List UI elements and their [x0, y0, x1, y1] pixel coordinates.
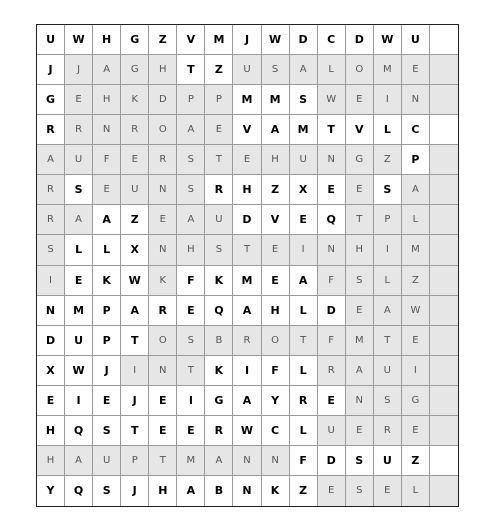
grid-cell[interactable]: R	[205, 416, 233, 446]
grid-cell[interactable]: M	[233, 85, 261, 115]
grid-cell[interactable]: R	[121, 115, 149, 145]
grid-cell[interactable]: J	[93, 356, 121, 386]
grid-cell[interactable]	[430, 356, 458, 386]
grid-cell[interactable]: K	[93, 266, 121, 296]
grid-cell[interactable]: G	[121, 25, 149, 55]
grid-cell[interactable]: J	[121, 386, 149, 416]
grid-cell[interactable]: M	[262, 85, 290, 115]
grid-cell[interactable]: K	[149, 266, 177, 296]
grid-cell[interactable]: D	[37, 326, 65, 356]
grid-cell[interactable]: T	[121, 416, 149, 446]
grid-cell[interactable]: U	[233, 55, 261, 85]
grid-cell[interactable]: S	[346, 476, 374, 506]
grid-cell[interactable]: S	[374, 386, 402, 416]
grid-cell[interactable]: P	[93, 326, 121, 356]
grid-cell[interactable]: T	[374, 326, 402, 356]
grid-cell[interactable]: V	[177, 25, 205, 55]
grid-cell[interactable]: Z	[205, 55, 233, 85]
grid-cell[interactable]: I	[177, 386, 205, 416]
grid-cell[interactable]: T	[121, 326, 149, 356]
grid-cell[interactable]: M	[346, 326, 374, 356]
grid-cell[interactable]: S	[177, 326, 205, 356]
grid-cell[interactable]: R	[318, 356, 346, 386]
grid-cell[interactable]: N	[233, 476, 261, 506]
grid-cell[interactable]: O	[262, 326, 290, 356]
grid-cell[interactable]: J	[65, 55, 93, 85]
grid-cell[interactable]: V	[233, 115, 261, 145]
grid-cell[interactable]: R	[374, 416, 402, 446]
grid-cell[interactable]: N	[318, 145, 346, 175]
grid-cell[interactable]: U	[93, 446, 121, 476]
grid-cell[interactable]: K	[205, 356, 233, 386]
grid-cell[interactable]: Y	[262, 386, 290, 416]
grid-cell[interactable]: E	[149, 416, 177, 446]
grid-cell[interactable]: E	[318, 175, 346, 205]
grid-cell[interactable]: H	[149, 55, 177, 85]
grid-cell[interactable]: U	[121, 175, 149, 205]
grid-cell[interactable]: E	[318, 476, 346, 506]
grid-cell[interactable]: C	[402, 115, 430, 145]
grid-cell[interactable]: P	[205, 85, 233, 115]
grid-cell[interactable]: A	[233, 296, 261, 326]
grid-cell[interactable]: H	[37, 446, 65, 476]
grid-cell[interactable]: L	[318, 55, 346, 85]
grid-cell[interactable]: O	[149, 115, 177, 145]
grid-cell[interactable]: T	[290, 326, 318, 356]
grid-cell[interactable]: R	[149, 296, 177, 326]
grid-cell[interactable]: A	[290, 266, 318, 296]
grid-cell[interactable]: S	[93, 476, 121, 506]
grid-cell[interactable]: T	[149, 446, 177, 476]
grid-cell[interactable]: Z	[402, 446, 430, 476]
grid-cell[interactable]: E	[177, 416, 205, 446]
grid-cell[interactable]	[430, 476, 458, 506]
grid-cell[interactable]: T	[177, 55, 205, 85]
grid-cell[interactable]: E	[149, 205, 177, 235]
grid-cell[interactable]: I	[290, 235, 318, 265]
grid-cell[interactable]: X	[121, 235, 149, 265]
grid-cell[interactable]: C	[262, 416, 290, 446]
grid-cell[interactable]: U	[318, 416, 346, 446]
grid-cell[interactable]: M	[402, 235, 430, 265]
grid-cell[interactable]: R	[233, 326, 261, 356]
grid-cell[interactable]: E	[177, 296, 205, 326]
grid-cell[interactable]	[430, 326, 458, 356]
grid-cell[interactable]: T	[205, 145, 233, 175]
grid-cell[interactable]: R	[205, 175, 233, 205]
grid-cell[interactable]: L	[374, 115, 402, 145]
grid-cell[interactable]: N	[262, 446, 290, 476]
grid-cell[interactable]: E	[93, 386, 121, 416]
grid-cell[interactable]: K	[262, 476, 290, 506]
grid-cell[interactable]: U	[37, 25, 65, 55]
grid-cell[interactable]	[430, 85, 458, 115]
grid-cell[interactable]: N	[93, 115, 121, 145]
grid-cell[interactable]: A	[262, 115, 290, 145]
grid-cell[interactable]: A	[290, 55, 318, 85]
grid-cell[interactable]	[430, 145, 458, 175]
grid-cell[interactable]: Z	[262, 175, 290, 205]
grid-cell[interactable]: D	[346, 25, 374, 55]
grid-cell[interactable]: G	[37, 85, 65, 115]
grid-cell[interactable]: F	[177, 266, 205, 296]
grid-cell[interactable]: L	[402, 476, 430, 506]
grid-cell[interactable]: Q	[318, 205, 346, 235]
grid-cell[interactable]: Q	[65, 476, 93, 506]
grid-cell[interactable]: H	[233, 175, 261, 205]
grid-cell[interactable]	[430, 55, 458, 85]
grid-cell[interactable]: T	[346, 205, 374, 235]
word-search-grid	[36, 24, 459, 507]
grid-cell[interactable]: U	[402, 25, 430, 55]
grid-cell[interactable]: F	[318, 326, 346, 356]
grid-cell[interactable]: I	[37, 266, 65, 296]
grid-cell[interactable]: S	[93, 416, 121, 446]
grid-cell[interactable]: A	[205, 446, 233, 476]
grid-cell[interactable]	[430, 446, 458, 476]
grid-cell[interactable]: E	[262, 266, 290, 296]
grid-cell[interactable]: W	[318, 85, 346, 115]
grid-cell[interactable]: A	[177, 476, 205, 506]
grid-cell[interactable]: I	[402, 356, 430, 386]
grid-cell[interactable]: U	[374, 446, 402, 476]
grid-cell[interactable]: P	[402, 145, 430, 175]
grid-cell[interactable]: I	[374, 85, 402, 115]
grid-cell[interactable]: E	[37, 386, 65, 416]
grid-cell[interactable]: S	[346, 446, 374, 476]
grid-cell[interactable]: N	[149, 356, 177, 386]
grid-cell[interactable]: M	[65, 296, 93, 326]
grid-cell[interactable]: N	[149, 235, 177, 265]
grid-cell[interactable]: J	[37, 55, 65, 85]
grid-cell[interactable]: A	[374, 296, 402, 326]
grid-cell[interactable]	[430, 175, 458, 205]
grid-cell[interactable]: U	[374, 356, 402, 386]
grid-cell[interactable]: R	[290, 386, 318, 416]
grid-cell[interactable]: K	[121, 85, 149, 115]
grid-cell[interactable]: P	[374, 205, 402, 235]
grid-cell[interactable]: E	[346, 175, 374, 205]
grid-cell[interactable]: A	[93, 55, 121, 85]
grid-cell[interactable]: S	[37, 235, 65, 265]
grid-cell[interactable]: N	[233, 446, 261, 476]
grid-cell[interactable]: N	[402, 85, 430, 115]
grid-cell[interactable]: V	[262, 205, 290, 235]
grid-cell[interactable]: G	[121, 55, 149, 85]
grid-cell[interactable]: G	[402, 386, 430, 416]
grid-cell[interactable]: S	[177, 145, 205, 175]
grid-cell[interactable]: U	[205, 205, 233, 235]
grid-cell[interactable]: R	[37, 205, 65, 235]
grid-cell[interactable]: S	[374, 175, 402, 205]
grid-cell[interactable]: T	[318, 115, 346, 145]
grid-cell[interactable]: L	[290, 296, 318, 326]
grid-cell[interactable]: N	[37, 296, 65, 326]
grid-cell[interactable]: Z	[149, 25, 177, 55]
grid-cell[interactable]: E	[402, 55, 430, 85]
grid-cell[interactable]: A	[93, 205, 121, 235]
grid-cell[interactable]: C	[318, 25, 346, 55]
grid-cell[interactable]: M	[374, 55, 402, 85]
grid-cell[interactable]: X	[37, 356, 65, 386]
grid-cell[interactable]: E	[149, 386, 177, 416]
grid-cell[interactable]: F	[262, 356, 290, 386]
grid-cell[interactable]: L	[374, 266, 402, 296]
grid-cell[interactable]: R	[37, 115, 65, 145]
grid-cell[interactable]: Z	[374, 145, 402, 175]
grid-cell[interactable]: E	[374, 476, 402, 506]
grid-cell[interactable]: E	[65, 266, 93, 296]
grid-cell[interactable]: L	[65, 235, 93, 265]
grid-cell[interactable]: H	[149, 476, 177, 506]
grid-cell[interactable]	[430, 205, 458, 235]
grid-cell[interactable]: A	[177, 115, 205, 145]
grid-cell[interactable]: E	[121, 145, 149, 175]
grid-cell[interactable]: Q	[205, 296, 233, 326]
grid-cell[interactable]: D	[318, 296, 346, 326]
grid-cell[interactable]: I	[65, 386, 93, 416]
grid-cell[interactable]: H	[37, 416, 65, 446]
grid-cell[interactable]: I	[233, 356, 261, 386]
grid-cell[interactable]: L	[93, 235, 121, 265]
grid-cell[interactable]: E	[65, 85, 93, 115]
grid-cell[interactable]: E	[205, 115, 233, 145]
grid-cell[interactable]: M	[290, 115, 318, 145]
grid-cell[interactable]: F	[93, 145, 121, 175]
grid-cell[interactable]: D	[149, 85, 177, 115]
grid-cell[interactable]: K	[205, 266, 233, 296]
grid-cell[interactable]	[430, 296, 458, 326]
grid-cell[interactable]	[430, 416, 458, 446]
grid-cell[interactable]: H	[262, 145, 290, 175]
grid-cell[interactable]: T	[233, 235, 261, 265]
grid-cell[interactable]: H	[93, 85, 121, 115]
grid-cell[interactable]	[430, 25, 458, 55]
grid-cell[interactable]: J	[233, 25, 261, 55]
grid-cell[interactable]: L	[290, 416, 318, 446]
grid-cell[interactable]: A	[177, 205, 205, 235]
grid-cell[interactable]: L	[402, 205, 430, 235]
grid-cell[interactable]: X	[290, 175, 318, 205]
grid-cell[interactable]: A	[65, 446, 93, 476]
grid-cell[interactable]: A	[37, 145, 65, 175]
grid-cell[interactable]: S	[65, 175, 93, 205]
grid-cell[interactable]: E	[93, 175, 121, 205]
grid-cell[interactable]: U	[290, 145, 318, 175]
grid-cell[interactable]: W	[65, 356, 93, 386]
grid-cell[interactable]: V	[346, 115, 374, 145]
grid-cell[interactable]: I	[121, 356, 149, 386]
grid-cell[interactable]: N	[346, 386, 374, 416]
grid-cell[interactable]: U	[65, 145, 93, 175]
grid-cell[interactable]: E	[262, 235, 290, 265]
grid-cell[interactable]: I	[374, 235, 402, 265]
grid-cell[interactable]: S	[205, 235, 233, 265]
grid-cell[interactable]: W	[374, 25, 402, 55]
grid-cell[interactable]: E	[402, 416, 430, 446]
grid-cell[interactable]: H	[346, 235, 374, 265]
grid-cell[interactable]: W	[262, 25, 290, 55]
grid-cell[interactable]: H	[262, 296, 290, 326]
grid-cell[interactable]: W	[402, 296, 430, 326]
grid-cell[interactable]: Z	[290, 476, 318, 506]
grid-cell[interactable]: G	[205, 386, 233, 416]
grid-cell[interactable]: E	[346, 296, 374, 326]
grid-cell[interactable]: N	[318, 235, 346, 265]
grid-cell[interactable]: W	[233, 416, 261, 446]
grid-cell[interactable]: M	[205, 25, 233, 55]
grid-cell[interactable]: R	[65, 115, 93, 145]
grid-cell[interactable]: O	[149, 326, 177, 356]
grid-cell[interactable]: P	[121, 446, 149, 476]
grid-cell[interactable]: R	[149, 145, 177, 175]
grid-cell[interactable]: M	[233, 266, 261, 296]
grid-cell[interactable]	[430, 115, 458, 145]
grid-cell[interactable]: E	[318, 386, 346, 416]
grid-cell[interactable]: L	[290, 356, 318, 386]
grid-cell[interactable]: U	[65, 326, 93, 356]
grid-cell[interactable]: H	[177, 235, 205, 265]
grid-cell[interactable]: Y	[37, 476, 65, 506]
grid-cell[interactable]: M	[177, 446, 205, 476]
grid-cell[interactable]: A	[346, 356, 374, 386]
grid-cell[interactable]: E	[402, 326, 430, 356]
grid-cell[interactable]: Z	[121, 205, 149, 235]
grid-cell[interactable]: D	[318, 446, 346, 476]
grid-cell[interactable]: F	[290, 446, 318, 476]
grid-cell[interactable]: W	[121, 266, 149, 296]
grid-cell[interactable]: A	[121, 296, 149, 326]
grid-cell[interactable]: R	[37, 175, 65, 205]
grid-cell[interactable]: S	[177, 175, 205, 205]
grid-cell[interactable]	[430, 235, 458, 265]
grid-cell[interactable]: J	[121, 476, 149, 506]
grid-cell[interactable]: T	[177, 356, 205, 386]
grid-cell[interactable]	[430, 386, 458, 416]
grid-cell[interactable]: D	[290, 25, 318, 55]
grid-cell[interactable]: P	[177, 85, 205, 115]
grid-cell[interactable]: N	[149, 175, 177, 205]
grid-cell[interactable]: E	[233, 145, 261, 175]
grid-cell[interactable]: Q	[65, 416, 93, 446]
grid-cell[interactable]: P	[93, 296, 121, 326]
grid-cell[interactable]: S	[290, 85, 318, 115]
grid-cell[interactable]: H	[93, 25, 121, 55]
grid-cell[interactable]: W	[65, 25, 93, 55]
grid-cell[interactable]: F	[318, 266, 346, 296]
grid-cell[interactable]: E	[346, 416, 374, 446]
grid-cell[interactable]: A	[402, 175, 430, 205]
grid-cell[interactable]: E	[290, 205, 318, 235]
grid-cell[interactable]: D	[233, 205, 261, 235]
grid-cell[interactable]: B	[205, 326, 233, 356]
grid-cell[interactable]: S	[262, 55, 290, 85]
grid-cell[interactable]: E	[346, 85, 374, 115]
grid-cell[interactable]: O	[346, 55, 374, 85]
grid-cell[interactable]: A	[233, 386, 261, 416]
grid-cell[interactable]: B	[205, 476, 233, 506]
grid-cell[interactable]	[430, 266, 458, 296]
grid-cell[interactable]: S	[346, 266, 374, 296]
grid-cell[interactable]: A	[65, 205, 93, 235]
grid-cell[interactable]: Z	[402, 266, 430, 296]
grid-cell[interactable]: G	[346, 145, 374, 175]
